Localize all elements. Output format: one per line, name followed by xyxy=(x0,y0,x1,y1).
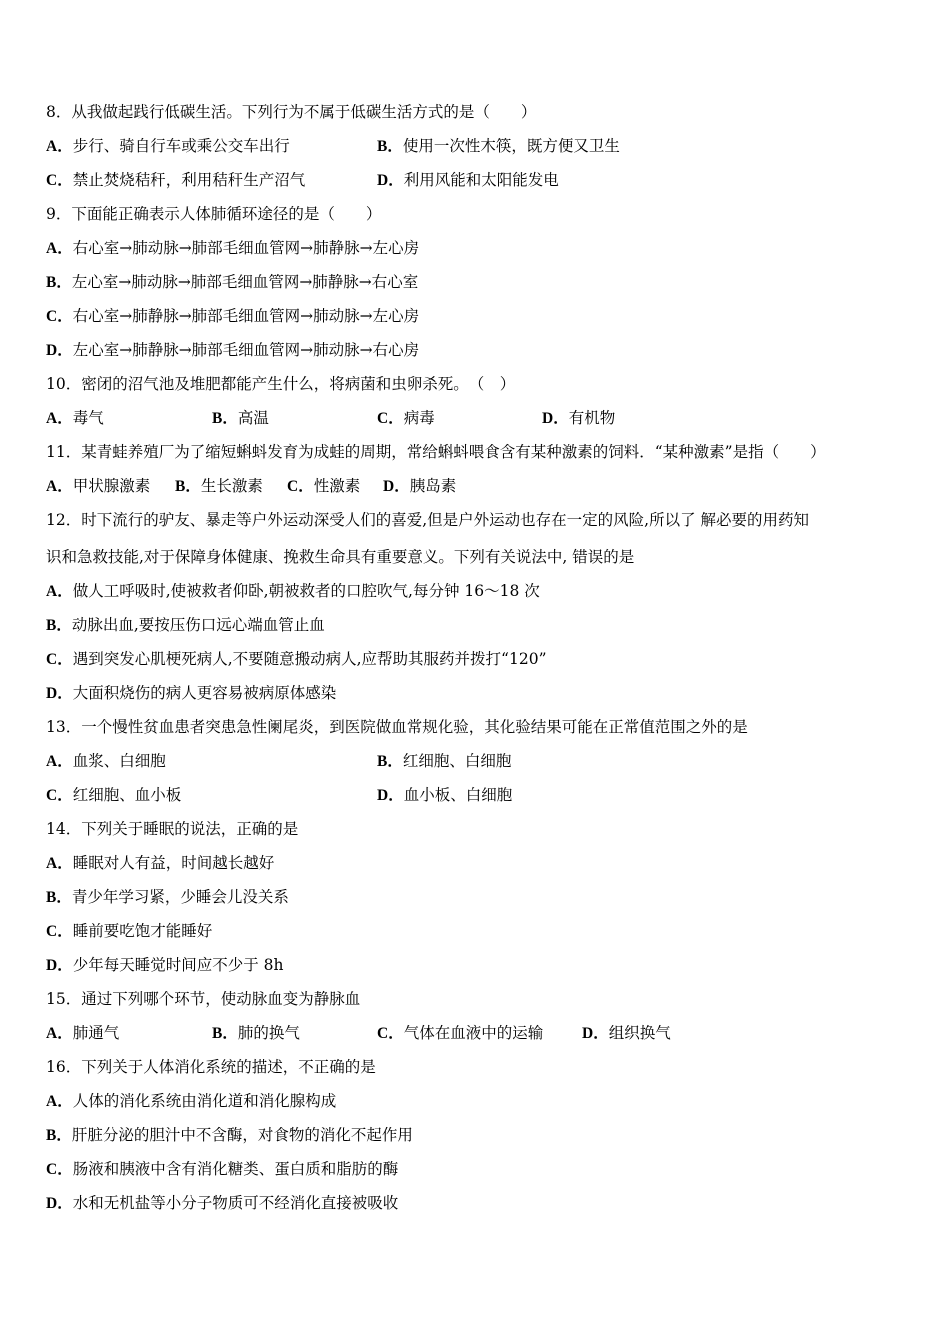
question-12-stem-line-1: 12．时下流行的驴友、暴走等户外运动深受人们的喜爱,但是户外运动也存在一定的风险,所以了 解必要的用药知 xyxy=(46,511,810,529)
question-10-option-b: B．高温 xyxy=(212,409,269,427)
question-16-option-c: C．肠液和胰液中含有消化糖类、蛋白质和脂肪的酶 xyxy=(46,1160,399,1178)
question-16-option-a: A．人体的消化系统由消化道和消化腺构成 xyxy=(46,1092,337,1110)
question-13-option-b: B．红细胞、白细胞 xyxy=(377,752,512,770)
question-16-stem: 16．下列关于人体消化系统的描述，不正确的是 xyxy=(46,1058,376,1076)
question-9-option-d: D．左心室→肺静脉→肺部毛细血管网→肺动脉→右心房 xyxy=(46,341,420,359)
question-9-option-a: A．右心室→肺动脉→肺部毛细血管网→肺静脉→左心房 xyxy=(46,239,420,257)
question-14-option-b: B．青少年学习紧，少睡会儿没关系 xyxy=(46,888,289,906)
question-8-option-c: C．禁止焚烧秸秆，利用秸秆生产沼气 xyxy=(46,171,306,189)
question-10-option-d: D．有机物 xyxy=(542,409,616,427)
question-13-option-a: A．血浆、白细胞 xyxy=(46,752,166,770)
question-14-option-a: A．睡眠对人有益，时间越长越好 xyxy=(46,854,275,872)
question-10-stem: 10．密闭的沼气池及堆肥都能产生什么，将病菌和虫卵杀死。 （ ） xyxy=(46,375,516,393)
question-16-option-b: B．肝脏分泌的胆汁中不含酶，对食物的消化不起作用 xyxy=(46,1126,413,1144)
question-9-stem: 9．下面能正确表示人体肺循环途径的是（ ） xyxy=(46,205,382,223)
question-12-stem-line-2: 识和急救技能,对于保障身体健康、挽救生命具有重要意义。下列有关说法中, 错误的是 xyxy=(46,548,635,566)
question-13-option-c: C．红细胞、血小板 xyxy=(46,786,182,804)
question-14-option-c: C．睡前要吃饱才能睡好 xyxy=(46,922,213,940)
question-15-option-d: D．组织换气 xyxy=(582,1024,671,1042)
question-8-option-d: D．利用风能和太阳能发电 xyxy=(377,171,559,189)
question-12-option-a: A．做人工呼吸时,使被救者仰卧,朝被救者的口腔吹气,每分钟 16～18 次 xyxy=(46,582,540,600)
question-14-stem: 14．下列关于睡眠的说法，正确的是 xyxy=(46,820,299,838)
question-11-option-c: C．性激素 xyxy=(287,477,361,495)
question-12-option-c: C．遇到突发心肌梗死病人,不要随意搬动病人,应帮助其服药并拨打“120” xyxy=(46,650,547,668)
question-12-option-d: D．大面积烧伤的病人更容易被病原体感染 xyxy=(46,684,337,702)
question-15-option-a: A．肺通气 xyxy=(46,1024,120,1042)
question-11-stem: 11．某青蛙养殖厂为了缩短蝌蚪发育为成蛙的周期，常给蝌蚪喂食含有某种激素的饲料．“某种激素”是指（ ） xyxy=(46,443,826,461)
question-13-stem: 13．一个慢性贫血患者突患急性阑尾炎，到医院做血常规化验，其化验结果可能在正常值范围之外的是 xyxy=(46,718,748,736)
question-14-option-d: D．少年每天睡觉时间应不少于 8h xyxy=(46,956,284,974)
question-8-option-b: B．使用一次性木筷，既方便又卫生 xyxy=(377,137,620,155)
question-13-option-d: D．血小板、白细胞 xyxy=(377,786,513,804)
question-12-option-b: B．动脉出血,要按压伤口远心端血管止血 xyxy=(46,616,325,634)
question-15-option-c: C．气体在血液中的运输 xyxy=(377,1024,544,1042)
question-8-option-a: A．步行、骑自行车或乘公交车出行 xyxy=(46,137,290,155)
question-9-option-c: C．右心室→肺静脉→肺部毛细血管网→肺动脉→左心房 xyxy=(46,307,420,325)
question-16-option-d: D．水和无机盐等小分子物质可不经消化直接被吸收 xyxy=(46,1194,399,1212)
question-10-option-c: C．病毒 xyxy=(377,409,435,427)
question-11-option-a: A．甲状腺激素 xyxy=(46,477,151,495)
question-11-option-d: D．胰岛素 xyxy=(383,477,457,495)
question-8-stem: 8．从我做起践行低碳生活。下列行为不属于低碳生活方式的是（ ） xyxy=(46,103,537,121)
question-15-option-b: B．肺的换气 xyxy=(212,1024,300,1042)
question-10-option-a: A．毒气 xyxy=(46,409,104,427)
question-9-option-b: B．左心室→肺动脉→肺部毛细血管网→肺静脉→右心室 xyxy=(46,273,419,291)
question-11-option-b: B．生长激素 xyxy=(175,477,263,495)
question-15-stem: 15．通过下列哪个环节，使动脉血变为静脉血 xyxy=(46,990,361,1008)
